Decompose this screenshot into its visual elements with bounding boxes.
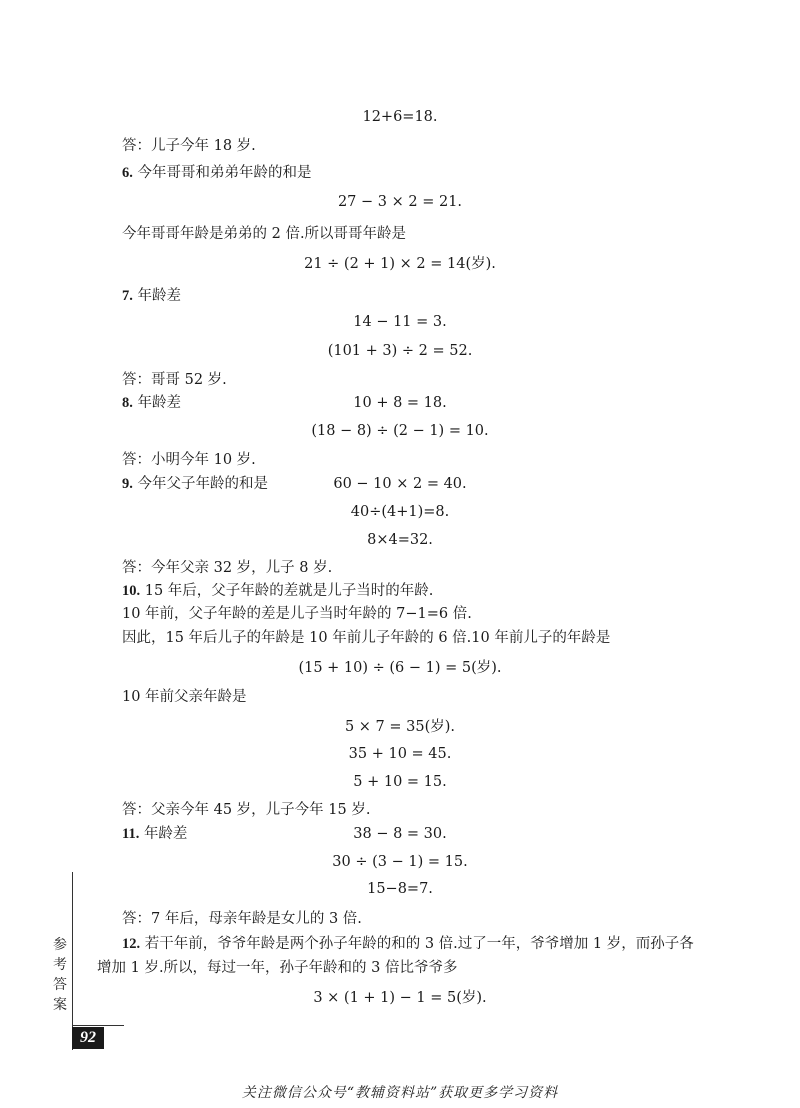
problem-number: 11. <box>122 826 140 842</box>
text-line: 今年哥哥年龄是弟弟的 2 倍.所以哥哥年龄是 <box>122 226 407 242</box>
footer-watermark: 关注微信公众号“教辅资料站”获取更多学习资料 <box>241 1085 559 1101</box>
problem-7 <box>122 289 181 304</box>
section-label: 参考答案 <box>53 937 67 1013</box>
equation-line: 5 + 10 = 15. <box>353 774 447 790</box>
text-line: 15 年后，父子年龄的差就是儿子当时的年龄. <box>144 583 434 599</box>
text-line: 10 年前，父子年龄的差是儿子当时年龄的 7−1=6 倍. <box>122 606 472 622</box>
equation-line: 60 − 10 × 2 = 40. <box>333 476 467 492</box>
text-line: 年龄差 <box>137 288 181 304</box>
equation-line: (15 + 10) ÷ (6 − 1) = 5(岁). <box>298 660 502 676</box>
equation-line: 27 − 3 × 2 = 21. <box>337 194 463 210</box>
equation-line: 3 × (1 + 1) − 1 = 5(岁). <box>313 990 487 1006</box>
text-line: 若干年前，爷爷年龄是两个孙子年龄的和的 3 倍.过了一年，爷爷增加 1 岁，而孙子各 <box>144 936 694 952</box>
equation-line: 30 ÷ (3 − 1) = 15. <box>332 854 468 870</box>
problem-11 <box>122 827 187 842</box>
text-line: 年龄差 <box>137 395 181 411</box>
text-line: 10 年前父亲年龄是 <box>122 689 247 705</box>
margin-rule <box>72 1025 124 1026</box>
answer-line: 答：小明今年 10 岁. <box>122 452 256 468</box>
problem-number: 8. <box>122 395 133 411</box>
problem-9 <box>122 477 268 492</box>
equation-line: 21 ÷ (2 + 1) × 2 = 14(岁). <box>304 256 496 272</box>
problem-12 <box>122 937 694 952</box>
problem-8 <box>122 396 181 411</box>
equation-line: 35 + 10 = 45. <box>348 746 452 762</box>
problem-number: 12. <box>122 936 141 952</box>
equation-line: 14 − 11 = 3. <box>353 314 447 330</box>
problem-number: 7. <box>122 288 133 304</box>
equation-line: 10 + 8 = 18. <box>353 395 447 411</box>
equation-line: (18 − 8) ÷ (2 − 1) = 10. <box>311 423 489 439</box>
text-line: 增加 1 岁.所以，每过一年，孙子年龄和的 3 倍比爷爷多 <box>97 960 458 976</box>
margin-rule <box>72 872 73 1050</box>
equation-line: 5 × 7 = 35(岁). <box>344 719 456 735</box>
answer-line: 答：哥哥 52 岁. <box>122 372 227 388</box>
problem-number: 9. <box>122 476 133 492</box>
equation-line: 8×4=32. <box>367 532 433 548</box>
answer-line: 答：今年父亲 32 岁，儿子 8 岁. <box>122 560 333 576</box>
text-line: 今年哥哥和弟弟年龄的和是 <box>137 165 312 181</box>
equation-line: 12+6=18. <box>362 109 438 125</box>
text-line: 今年父子年龄的和是 <box>137 476 268 492</box>
equation-line: 15−8=7. <box>367 881 433 897</box>
equation-line: (101 + 3) ÷ 2 = 52. <box>327 343 473 359</box>
text-line: 因此，15 年后儿子的年龄是 10 年前儿子年龄的 6 倍.10 年前儿子的年龄是 <box>122 630 611 646</box>
answer-line: 答：儿子今年 18 岁. <box>122 138 256 154</box>
equation-line: 38 − 8 = 30. <box>353 826 447 842</box>
problem-10 <box>122 584 433 599</box>
page-number: 92 <box>72 1027 104 1049</box>
problem-number: 10. <box>122 583 141 599</box>
problem-6 <box>122 166 311 181</box>
equation-line: 40÷(4+1)=8. <box>350 504 450 520</box>
text-line: 年龄差 <box>143 826 188 842</box>
problem-number: 6. <box>122 165 133 181</box>
answer-line: 答：父亲今年 45 岁，儿子今年 15 岁. <box>122 802 371 818</box>
answer-line: 答：7 年后，母亲年龄是女儿的 3 倍. <box>122 911 362 927</box>
